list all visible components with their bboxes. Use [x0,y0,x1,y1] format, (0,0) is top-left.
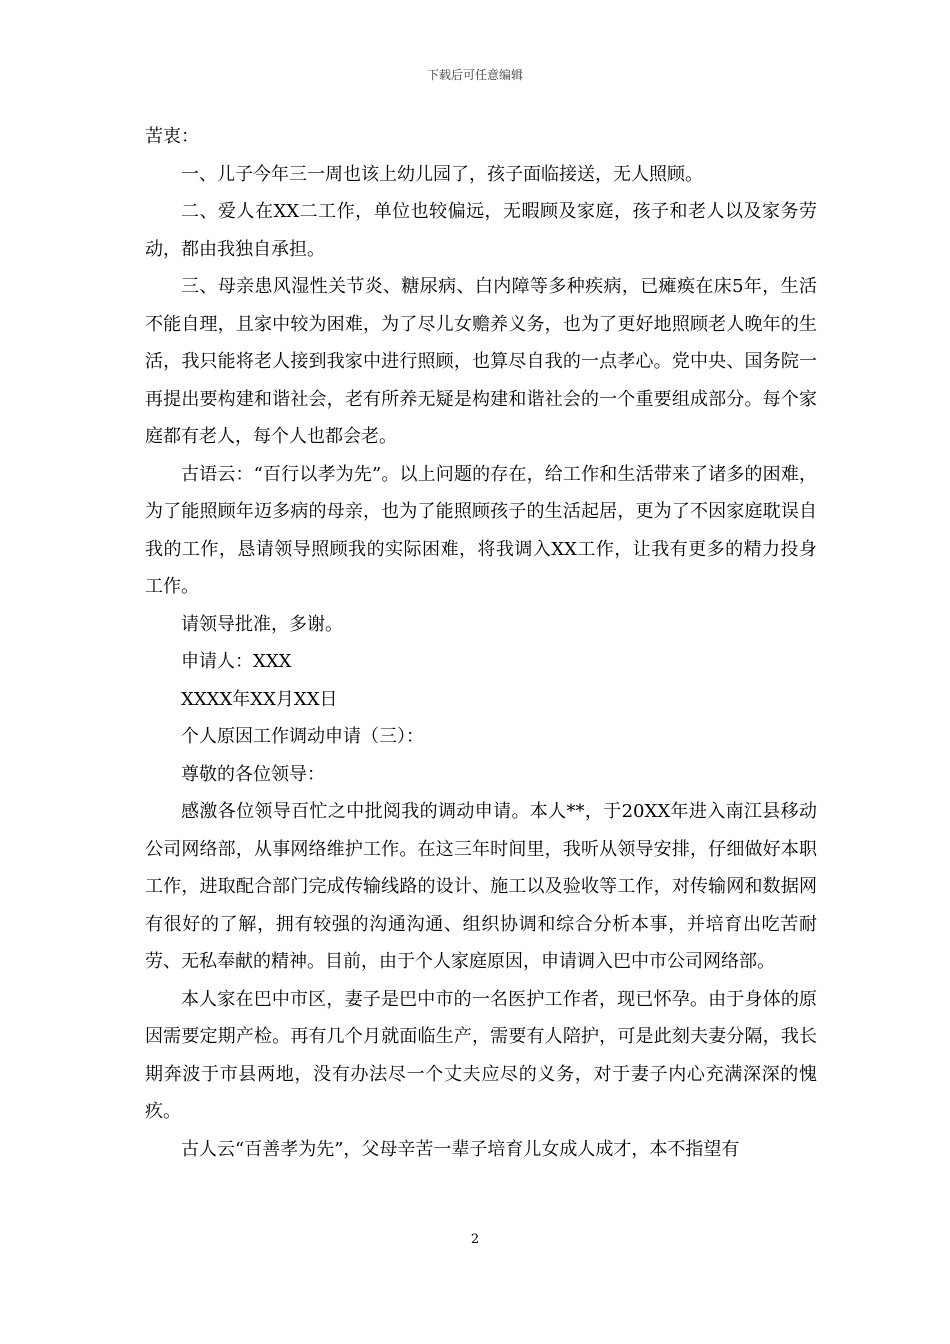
page-number: 2 [470,1232,480,1247]
paragraph-approval: 请领导批准，多谢。 [181,613,343,635]
paragraph-request: 古语云：“百行以孝为先”。以上问题的存在，给工作和生活带来了诸多的困难，为了能照顾年迈多病的母亲，也为了能照顾孩子的生活起居，更为了不因家庭耽误自我的工作，恳请领导照顾我的实际困难，将我调入XX工作，让我有更多的精力投身工作。 [145,463,817,597]
paragraph-reason-3: 三、母亲患风湿性关节炎、糖尿病、白内障等多种疾病，已瘫痪在床5年，生活不能自理，且家中较为困难，为了尽儿女赡养义务，也为了更好地照顾老人晚年的生活，我只能将老人接到我家中进行照顾，也算尽自我的一点孝心。党中央、国务院一再提出要构建和谐社会，老有所养无疑是构建和谐社会的一个重要组成部分。每个家庭都有老人，每个人也都会老。 [145,276,817,447]
paragraph-filial: 古人云“百善孝为先”，父母辛苦一辈子培育儿女成人成才，本不指望有 [181,1138,740,1160]
applicant-line: 申请人：XXX [181,651,292,672]
section-title: 个人原因工作调动申请（三）： [181,726,424,747]
paragraph-reason-2: 二、爱人在XX二工作，单位也较偏远，无暇顾及家庭，孩子和老人以及家务劳动，都由我独自承担。 [145,201,817,260]
document-body [145,118,817,1168]
paragraph-family: 本人家在巴中市区，妻子是巴中市的一名医护工作者，现已怀孕。由于身体的原因需要定期产检。再有几个月就面临生产，需要有人陪护，可是此刻夫妻分隔，我长期奔波于市县两地，没有办法尽一个丈夫应尽的义务，对于妻子内心充满深深的愧疚。 [145,988,817,1122]
header-note: 下载后可任意编辑 [426,68,523,82]
paragraph-kuzhong: 苦衷： [145,126,199,147]
paragraph-intro: 感激各位领导百忙之中批阅我的调动申请。本人**，于20XX年进入南江县移动公司网络部，从事网络维护工作。在这三年时间里，我听从领导安排，仔细做好本职工作，进取配合部门完成传输线路的设计、施工以及验收等工作，对传输网和数据网有很好的了解，拥有较强的沟通沟通、组织协调和综合分析本事，并培育出吃苦耐劳、无私奉献的精神。目前，由于个人家庭原因，申请调入巴中市公司网络部。 [145,801,817,972]
date-line: XXXX年XX月XX日 [181,688,338,710]
salutation: 尊敬的各位领导： [181,763,325,785]
paragraph-reason-1: 一、儿子今年三一周也该上幼儿园了，孩子面临接送，无人照顾。 [181,163,703,185]
